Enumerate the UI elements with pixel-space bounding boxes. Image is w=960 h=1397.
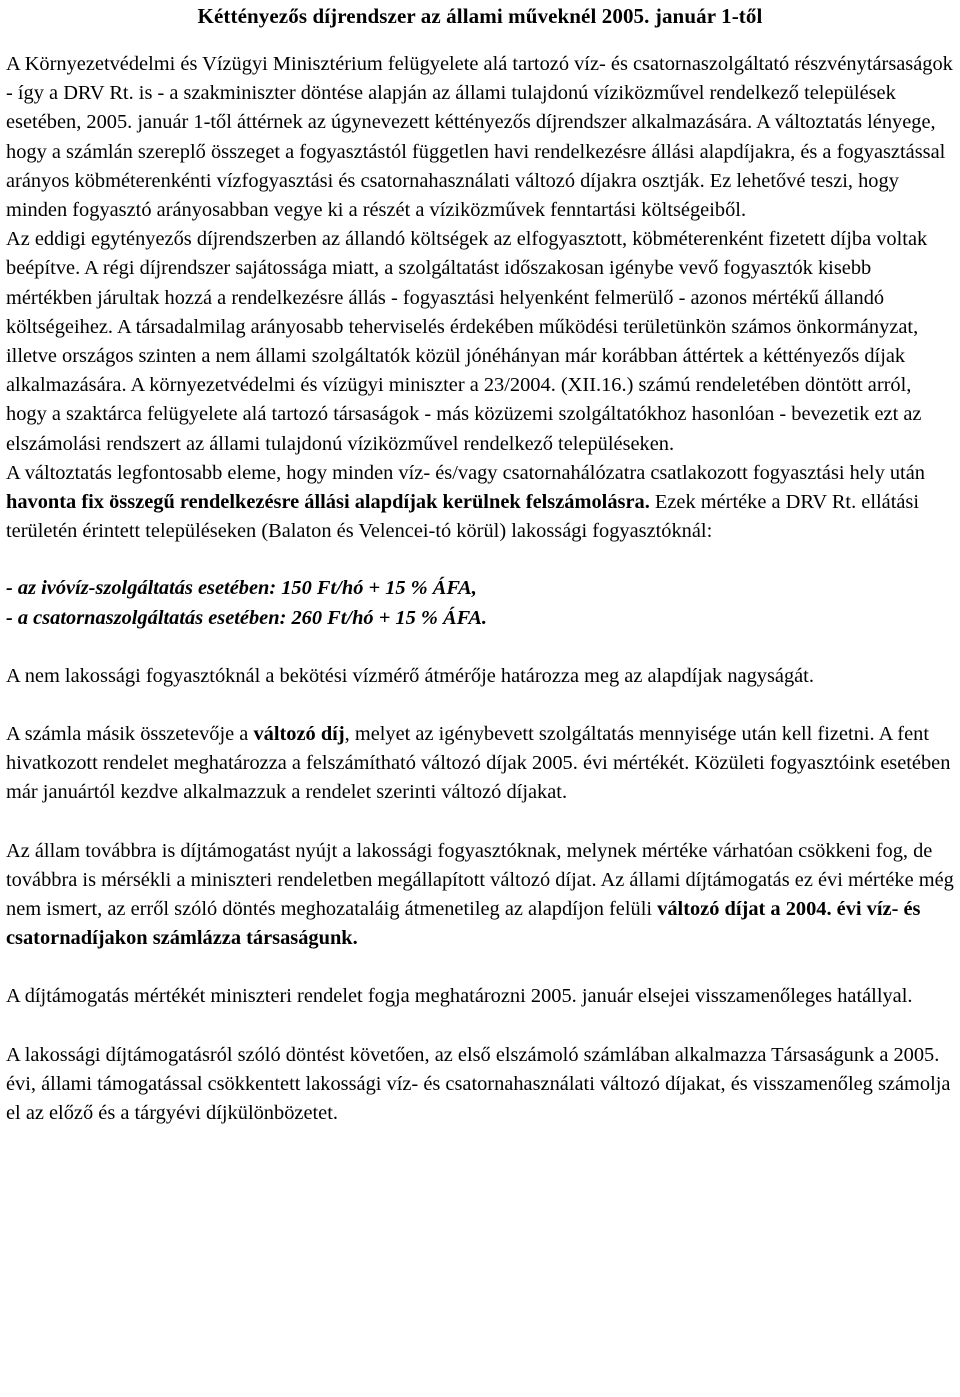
paragraph-subsidy-decree xyxy=(6,982,954,1011)
paragraph-subsidy-decree-text: A díjtámogatás mértékét miniszteri rendelet fogja meghatározni 2005. január elsejei visszamenőleges hatállyal. xyxy=(6,985,913,1008)
paragraph-previous-system-text: Az eddigi egytényezős díjrendszerben az állandó költségek az elfogyasztott, köbméterenként fizetett díjba voltak beépítve. A régi díjrendszer sajátossága miatt, a szolgáltatást időszakosan igénybe vevő fogyasztók kisebb mértékben járultak hozzá a rendelkezésre állás - fogyasztási helyenként felmerülő - azonos mértékű állandó költségeihez. A társadalmilag arányosabb teherviselés érdekében működési területünkön számos önkormányzat, illetve országos szinten a nem állami szolgáltatók közül jónéhányan már korábban áttértek a kéttényezős díjak alkalmazására. A környezetvédelmi és vízügyi miniszter a 23/2004. (XII.16.) számú rendeletében döntött arról, hogy a szaktárca felügyelete alá tartozó társaságok - más közüzemi szolgáltatókhoz hasonlóan - bevezetik ezt az elszámolási rendszert az állami tulajdonú víziközművel rendelkező településeken. xyxy=(6,228,928,455)
paragraph-state-subsidy-text-a: Az állam továbbra is díjtámogatást nyújt a lakossági fogyasztóknak, melynek mértéke várhatóan csökkeni fog, de továbbra is mérsékli a miniszteri rendeletben megállapított változó díjat. Az állami díjtámogatás ez évi mértéke még nem ismert, az erről szóló döntés meghozataláig átmenetileg az alapdíjon felüli xyxy=(6,839,954,921)
paragraph-key-element-text-a: A változtatás legfontosabb eleme, hogy minden víz- és/vagy csatornahálózatra csatlakozott fogyasztási hely után xyxy=(6,461,925,484)
paragraph-variable-fee-text-c: , melyet az igénybevett szolgáltatás mennyisége után kell fizetni. A fent hivatkozott rendelet meghatározza a felszámítható változó díjak 2005. évi mértékét. Közületi fogyasztóink esetében már januártól kezdve alkalmazzuk a rendelet szerinti változó díjakat. xyxy=(6,723,951,804)
paragraph-intro xyxy=(6,50,954,225)
paragraph-key-element-text-c: Ezek mértéke a DRV Rt. ellátási területén érintett településeken (Balaton és Velencei-tó körül) lakossági fogyasztóknál: xyxy=(6,491,920,543)
paragraph-state-subsidy-bold: változó díjat a 2004. évi víz- és csatornadíjakon számlázza társaságunk. xyxy=(6,898,921,950)
paragraph-key-element xyxy=(6,459,954,547)
paragraph-settlement xyxy=(6,1041,954,1129)
fee-list-item-water: - az ivóvíz-szolgáltatás esetében: 150 Ft/hó + 15 % ÁFA, xyxy=(6,577,477,600)
paragraph-key-element-bold: havonta fix összegű rendelkezésre állási alapdíjak kerülnek felszámolásra. xyxy=(6,491,650,514)
fee-list-item-sewer: - a csatornaszolgáltatás esetében: 260 Ft/hó + 15 % ÁFA. xyxy=(6,606,488,629)
paragraph-variable-fee xyxy=(6,720,954,808)
paragraph-variable-fee-text-a: A számla másik összetevője a xyxy=(6,723,254,746)
fee-list xyxy=(6,574,954,632)
paragraph-variable-fee-bold: változó díj xyxy=(253,723,345,746)
paragraph-non-residential-text: A nem lakossági fogyasztóknál a bekötési vízmérő átmérője határozza meg az alapdíjak nagyságát. xyxy=(6,664,814,687)
document-title: Kéttényezős díjrendszer az állami műveknél 2005. január 1-től xyxy=(197,4,763,28)
paragraph-non-residential xyxy=(6,662,954,691)
paragraph-intro-text: A Környezetvédelmi és Vízügyi Minisztérium felügyelete alá tartozó víz- és csatornaszolgáltató részvénytársaságok - így a DRV Rt. is - a szakminiszter döntése alapján az állami tulajdonú víziközművel rendelkező települések esetében, 2005. január 1-től áttérnek az úgynevezett kéttényezős díjrendszer alkalmazására. A változtatás lényege, hogy a számlán szereplő összeget a fogyasztástól független havi rendelkezésre állási alapdíjakra, és a fogyasztással arányos köbméterenkénti vízfogyasztási és csatornahasználati változó díjakra osztják. Ez lehetővé teszi, hogy minden fogyasztó arányosabban vegye ki a részét a víziközművek fenntartási költségeiből. xyxy=(6,53,953,222)
paragraph-settlement-text: A lakossági díjtámogatásról szóló döntést követően, az első elszámoló számlában alkalmazza Társaságunk a 2005. évi, állami támogatással csökkentett lakossági víz- és csatornahasználati változó díjakat, és visszamenőleg számolja el az előző és a tárgyévi díjkülönbözetet. xyxy=(6,1043,951,1125)
paragraph-state-subsidy xyxy=(6,837,954,954)
paragraph-previous-system xyxy=(6,225,954,459)
